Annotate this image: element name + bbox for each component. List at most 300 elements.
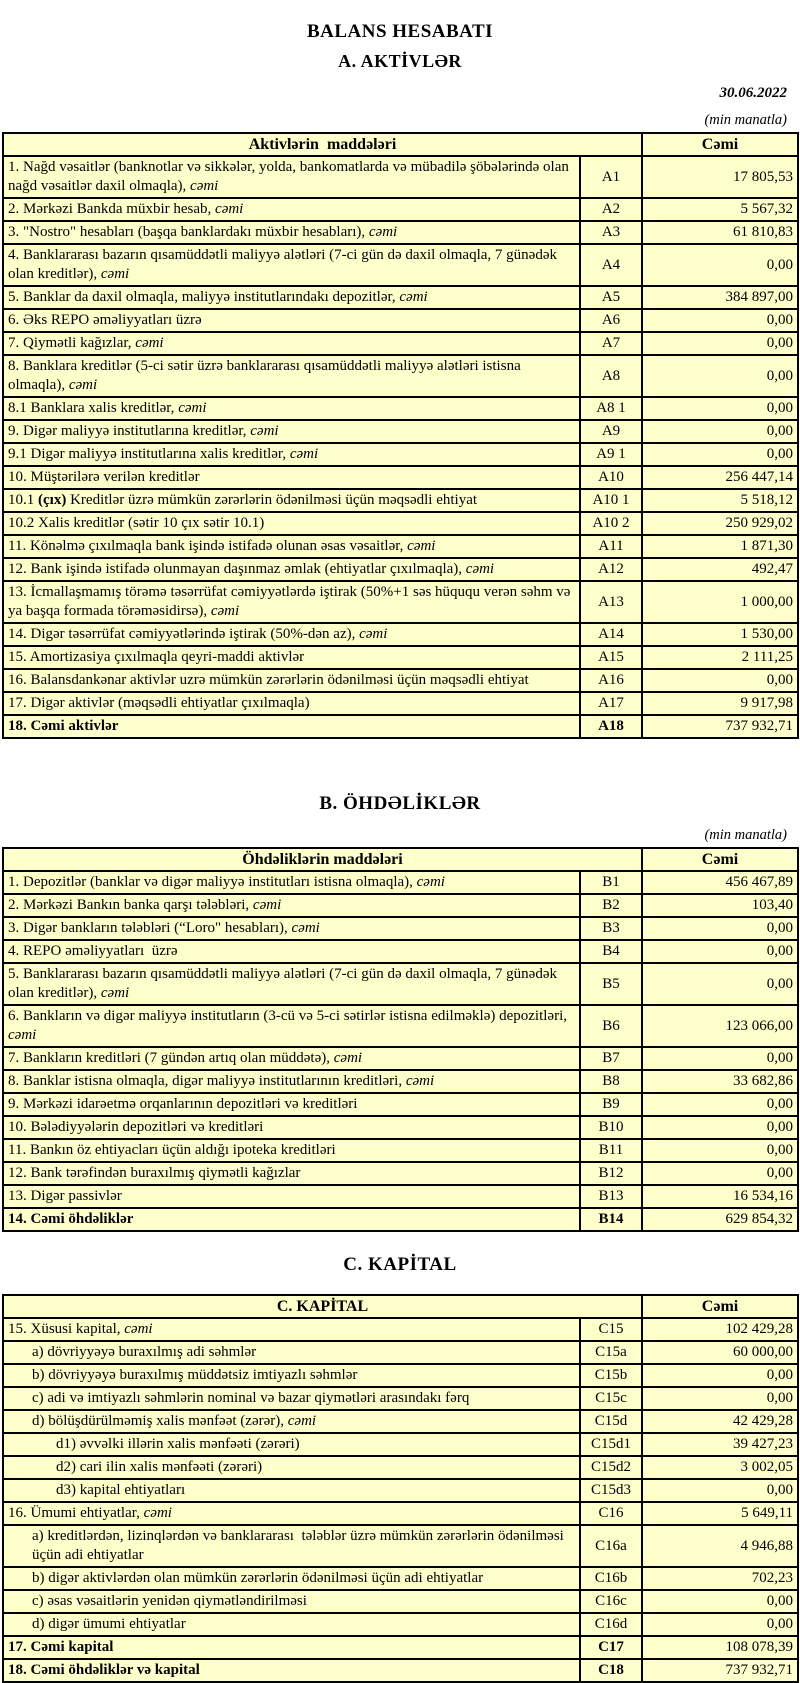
capital-row-value: 108 078,39 <box>642 1636 798 1659</box>
asset-row-value: 0,00 <box>642 244 798 286</box>
capital-row-value: 3 002,05 <box>642 1456 798 1479</box>
capital-row-label <box>3 1433 580 1456</box>
asset-row-label <box>3 309 580 332</box>
asset-row-value: 0,00 <box>642 669 798 692</box>
label-segment: Kreditlər üzrə mümkün zərərlərin ödənilməsi üçün məqsədli ehtiyat <box>66 492 478 508</box>
section-b-title: B. ÖHDƏLİKLƏR <box>319 793 481 814</box>
liability-row-code: B14 <box>580 1208 642 1231</box>
capital-row <box>3 1410 798 1433</box>
asset-row <box>3 512 798 535</box>
label-segment: 5. Banklar da daxil olmaqla, maliyyə institutlarındakı depozitlər, <box>8 289 400 305</box>
asset-row-value: 0,00 <box>642 309 798 332</box>
label-segment: c) əsas vəsaitlərin yenidən qiymətləndirilməsi <box>32 1593 307 1609</box>
asset-row-label <box>3 221 580 244</box>
label-segment: cəmi <box>287 1413 317 1429</box>
asset-row <box>3 646 798 669</box>
capital-total-header: Cəmi <box>642 1295 798 1318</box>
asset-row-value: 9 917,98 <box>642 692 798 715</box>
label-segment: 6. Bankların və digər maliyyə institutların (3-cü və 5-ci sətirlər istisna edilməklə) depozitləri, <box>8 1008 567 1024</box>
asset-row-value: 737 932,71 <box>642 715 798 738</box>
asset-row-label <box>3 443 580 466</box>
label-segment: 16. Balansdankənar aktivlər uzrə mümkün zərərlərin ödənilməsi üçün məqsədli ehtiyat <box>8 672 529 688</box>
capital-row-code: C15d1 <box>580 1433 642 1456</box>
capital-row-label <box>3 1659 580 1682</box>
label-segment: 10.2 Xalis kreditlər (sətir 10 çıx sətir 10.1) <box>8 515 265 531</box>
assets-total-header: Cəmi <box>642 133 798 156</box>
capital-row <box>3 1525 798 1567</box>
capital-row <box>3 1318 798 1341</box>
capital-row-code: C15a <box>580 1341 642 1364</box>
asset-row-label <box>3 355 580 397</box>
liability-row-label <box>3 894 580 917</box>
label-segment: 16. Ümumi ehtiyatlar, <box>8 1505 144 1521</box>
capital-row-code: C17 <box>580 1636 642 1659</box>
asset-row-code: A18 <box>580 715 642 738</box>
liability-row-value: 0,00 <box>642 1116 798 1139</box>
label-segment: 11. Bankın öz ehtiyacları üçün aldığı ipoteka kreditləri <box>8 1142 336 1158</box>
capital-row-label <box>3 1479 580 1502</box>
asset-row-code: A15 <box>580 646 642 669</box>
capital-row-code: C16c <box>580 1590 642 1613</box>
capital-row-label <box>3 1318 580 1341</box>
capital-table <box>2 1294 799 1683</box>
liability-row-code: B6 <box>580 1005 642 1047</box>
label-segment: 15. Xüsusi kapital, <box>8 1321 125 1337</box>
label-segment: a) dövriyyəyə buraxılmış adi səhmlər <box>32 1344 257 1360</box>
capital-row-label <box>3 1341 580 1364</box>
label-segment: cəmi <box>359 626 388 642</box>
liability-row-label <box>3 1139 580 1162</box>
label-segment: cəmi <box>333 1050 363 1066</box>
asset-row-label <box>3 489 580 512</box>
capital-row-code: C18 <box>580 1659 642 1682</box>
asset-row-code: A16 <box>580 669 642 692</box>
label-segment: cəmi <box>252 897 282 913</box>
liability-row-value: 0,00 <box>642 917 798 940</box>
capital-row-code: C16d <box>580 1613 642 1636</box>
asset-row-label <box>3 669 580 692</box>
label-segment: cəmi <box>215 201 244 217</box>
asset-row-code: A9 <box>580 420 642 443</box>
capital-row-value: 737 932,71 <box>642 1659 798 1682</box>
capital-row-label <box>3 1525 580 1567</box>
capital-row-value: 0,00 <box>642 1364 798 1387</box>
liability-row-label <box>3 1162 580 1185</box>
asset-row-code: A12 <box>580 558 642 581</box>
liability-row-code: B4 <box>580 940 642 963</box>
liability-row-value: 0,00 <box>642 1047 798 1070</box>
capital-row <box>3 1341 798 1364</box>
asset-row-value: 2 111,25 <box>642 646 798 669</box>
asset-row-value: 5 518,12 <box>642 489 798 512</box>
liability-row-value: 0,00 <box>642 1139 798 1162</box>
asset-row-code: A7 <box>580 332 642 355</box>
asset-row-label <box>3 198 580 221</box>
label-segment: 5. Banklararası bazarın qısamüddətli maliyyə alətləri (7-ci gün də daxil olmaqla, 7 günədək olan kreditlər), <box>8 966 557 1001</box>
label-segment: cəmi <box>399 289 428 305</box>
capital-row <box>3 1659 798 1682</box>
capital-items-header: C. KAPİTAL <box>3 1295 642 1318</box>
label-segment: b) digər aktivlərdən olan mümkün zərərlərin ödənilməsi üçün adi ehtiyatlar <box>32 1570 484 1586</box>
label-segment: 10.1 <box>8 492 38 508</box>
liability-row <box>3 1139 798 1162</box>
assets-table <box>2 132 799 739</box>
label-segment: cəmi <box>135 335 164 351</box>
capital-row-value: 4 946,88 <box>642 1525 798 1567</box>
asset-row <box>3 198 798 221</box>
capital-row-code: C15 <box>580 1318 642 1341</box>
asset-row <box>3 715 798 738</box>
label-segment: 12. Bank işində istifadə olunmayan daşınmaz əmlak (ehtiyatlar çıxılmaqla), <box>8 561 466 577</box>
liability-row <box>3 917 798 940</box>
asset-row <box>3 355 798 397</box>
capital-row-label <box>3 1410 580 1433</box>
asset-row-value: 5 567,32 <box>642 198 798 221</box>
liability-row-code: B5 <box>580 963 642 1005</box>
liability-row-label <box>3 1005 580 1047</box>
capital-row <box>3 1456 798 1479</box>
capital-table-header-row <box>3 1295 798 1318</box>
liability-row-value: 456 467,89 <box>642 871 798 894</box>
liability-row <box>3 1162 798 1185</box>
asset-row <box>3 244 798 286</box>
label-segment: d) bölüşdürülməmiş xalis mənfəət (zərər), <box>32 1413 288 1429</box>
capital-row-code: C15d3 <box>580 1479 642 1502</box>
asset-row-code: A6 <box>580 309 642 332</box>
label-segment: 10. Müştərilərə verilən kreditlər <box>8 469 200 485</box>
asset-row <box>3 221 798 244</box>
assets-table-body <box>3 156 798 738</box>
asset-row-code: A10 2 <box>580 512 642 535</box>
asset-row-label <box>3 332 580 355</box>
label-segment: 17. Cəmi kapital <box>8 1639 114 1655</box>
capital-row-value: 0,00 <box>642 1590 798 1613</box>
liability-row-label <box>3 963 580 1005</box>
label-segment: 2. Mərkəzi Bankda müxbir hesab, <box>8 201 216 217</box>
asset-row-value: 1 871,30 <box>642 535 798 558</box>
asset-row-code: A2 <box>580 198 642 221</box>
asset-row-code: A17 <box>580 692 642 715</box>
asset-row <box>3 581 798 623</box>
liability-row-label <box>3 1185 580 1208</box>
label-segment: d3) kapital ehtiyatları <box>56 1482 186 1498</box>
asset-row-code: A1 <box>580 156 642 198</box>
label-segment: 14. Cəmi öhdəliklər <box>8 1211 134 1227</box>
label-segment: cəmi <box>100 985 130 1001</box>
liability-row <box>3 1093 798 1116</box>
label-segment: c) adi və imtiyazlı səhmlərin nominal və bazar qiymətləri arasındakı fərq <box>32 1390 470 1406</box>
liability-row <box>3 894 798 917</box>
assets-table-header-row <box>3 133 798 156</box>
asset-row-code: A8 <box>580 355 642 397</box>
asset-row-label <box>3 715 580 738</box>
capital-row-value: 102 429,28 <box>642 1318 798 1341</box>
capital-row <box>3 1590 798 1613</box>
asset-row-value: 1 000,00 <box>642 581 798 623</box>
label-segment: 9.1 Digər maliyyə institutlarına xalis kreditlər, <box>8 446 290 462</box>
label-segment: 18. Cəmi aktivlər <box>8 718 119 734</box>
capital-row <box>3 1636 798 1659</box>
label-segment: d2) cari ilin xalis mənfəəti (zərəri) <box>56 1459 263 1475</box>
liability-row <box>3 940 798 963</box>
label-segment: cəmi <box>250 423 279 439</box>
capital-row-label <box>3 1502 580 1525</box>
capital-row <box>3 1387 798 1410</box>
asset-row <box>3 692 798 715</box>
capital-row-value: 42 429,28 <box>642 1410 798 1433</box>
label-segment: 1. Depozitlər (banklar və digər maliyyə institutları istisna olmaqla), <box>8 874 417 890</box>
label-segment: cəmi <box>368 224 398 240</box>
capital-row-label <box>3 1590 580 1613</box>
report-title: BALANS HESABATI <box>306 21 494 42</box>
asset-row-label <box>3 558 580 581</box>
liability-row-value: 33 682,86 <box>642 1070 798 1093</box>
label-segment: 4. REPO əməliyyatları üzrə <box>8 943 178 959</box>
label-segment: cəmi <box>68 377 98 393</box>
liability-row <box>3 1208 798 1231</box>
label-segment: cəmi <box>289 446 319 462</box>
asset-row-label <box>3 535 580 558</box>
label-segment: cəmi <box>178 400 207 416</box>
liability-row-code: B10 <box>580 1116 642 1139</box>
label-segment: cəmi <box>405 1073 435 1089</box>
label-segment: a) kreditlərdən, lizinqlərdən və banklararası tələblər üzrə mümkün zərərlərin ödənilməsi üçün adi ehtiyatlar <box>32 1528 564 1563</box>
label-segment: 12. Bank tərəfindən buraxılmış qiymətli kağızlar <box>8 1165 301 1181</box>
liability-row <box>3 963 798 1005</box>
label-segment: 14. Digər təsərrüfat cəmiyyətlərində iştirak (50%-dən az), <box>8 626 360 642</box>
asset-row-code: A10 1 <box>580 489 642 512</box>
label-segment: (çıx) <box>38 492 67 508</box>
units-note-b: (min manatla) <box>704 827 787 843</box>
capital-row-value: 0,00 <box>642 1613 798 1636</box>
asset-row-value: 0,00 <box>642 355 798 397</box>
liability-row-code: B11 <box>580 1139 642 1162</box>
asset-row-label <box>3 397 580 420</box>
capital-row <box>3 1479 798 1502</box>
asset-row-code: A13 <box>580 581 642 623</box>
capital-row <box>3 1502 798 1525</box>
asset-row-label <box>3 512 580 535</box>
liability-row-code: B13 <box>580 1185 642 1208</box>
asset-row <box>3 489 798 512</box>
liability-row <box>3 1005 798 1047</box>
label-segment: 8.1 Banklara xalis kreditlər, <box>8 400 179 416</box>
liability-row-code: B12 <box>580 1162 642 1185</box>
liability-row-value: 123 066,00 <box>642 1005 798 1047</box>
capital-row-label <box>3 1636 580 1659</box>
liability-row <box>3 1116 798 1139</box>
label-segment: 8. Banklar istisna olmaqla, digər maliyyə institutlarının kreditləri, <box>8 1073 406 1089</box>
label-segment: 17. Digər aktivlər (məqsədli ehtiyatlar çıxılmaqla) <box>8 695 310 711</box>
capital-row-label <box>3 1364 580 1387</box>
label-segment: 8. Banklara kreditlər (5-ci sətir üzrə banklararası qısamüddətli maliyyə alətləri istisna olmaqla), <box>8 358 521 393</box>
capital-row <box>3 1567 798 1590</box>
asset-row <box>3 420 798 443</box>
liability-row-value: 103,40 <box>642 894 798 917</box>
assets-items-header: Aktivlərin maddələri <box>3 133 642 156</box>
liability-row <box>3 871 798 894</box>
asset-row <box>3 623 798 646</box>
capital-row-value: 5 649,11 <box>642 1502 798 1525</box>
asset-row <box>3 466 798 489</box>
label-segment: 3. "Nostro" hesabları (başqa banklardakı müxbir hesabları), <box>8 224 369 240</box>
label-segment: b) dövriyyəyə buraxılmış müddətsiz imtiyazlı səhmlər <box>32 1367 358 1383</box>
liability-row-label <box>3 1116 580 1139</box>
section-a-title: A. AKTİVLƏR <box>338 51 462 71</box>
units-note-a: (min manatla) <box>704 112 787 128</box>
label-segment: 11. Könəlmə çıxılmaqla bank işində istifadə olunan əsas vəsaitlər, <box>8 538 408 554</box>
label-segment: 9. Digər maliyyə institutlarına kreditlər, <box>8 423 251 439</box>
asset-row <box>3 286 798 309</box>
liability-row <box>3 1185 798 1208</box>
liability-row-label <box>3 871 580 894</box>
capital-row-label <box>3 1613 580 1636</box>
asset-row-value: 492,47 <box>642 558 798 581</box>
label-segment: cəmi <box>100 266 130 282</box>
liability-row-label <box>3 917 580 940</box>
liability-row <box>3 1047 798 1070</box>
report-date: 30.06.2022 <box>719 85 787 101</box>
asset-row <box>3 669 798 692</box>
liabilities-table-body <box>3 871 798 1231</box>
asset-row-value: 0,00 <box>642 397 798 420</box>
asset-row <box>3 535 798 558</box>
capital-row-label <box>3 1387 580 1410</box>
asset-row <box>3 309 798 332</box>
capital-table-body <box>3 1318 798 1682</box>
label-segment: 4. Banklararası bazarın qısamüddətli maliyyə alətləri (7-ci gün də daxil olmaqla, 7 günədək olan kreditlər), <box>8 247 557 282</box>
label-segment: cəmi <box>407 538 436 554</box>
liability-row-value: 0,00 <box>642 940 798 963</box>
asset-row-label <box>3 466 580 489</box>
asset-row-label <box>3 156 580 198</box>
label-segment: cəmi <box>465 561 495 577</box>
asset-row-label <box>3 420 580 443</box>
asset-row-value: 1 530,00 <box>642 623 798 646</box>
liabilities-total-header: Cəmi <box>642 848 798 871</box>
asset-row-value: 61 810,83 <box>642 221 798 244</box>
liability-row-value: 629 854,32 <box>642 1208 798 1231</box>
asset-row <box>3 397 798 420</box>
liability-row-code: B2 <box>580 894 642 917</box>
label-segment: 3. Digər bankların tələbləri (“Loro" hesabları), <box>8 920 292 936</box>
label-segment: 13. İcmallaşmamış törəmə təsərrüfat cəmiyyətlərdə iştirak (50%+1 səs hüququ verən səhm və ya başqa formada törəməsidirsə), <box>8 584 571 619</box>
capital-row-code: C15d2 <box>580 1456 642 1479</box>
label-segment: cəmi <box>210 603 240 619</box>
liability-row-value: 16 534,16 <box>642 1185 798 1208</box>
liabilities-table <box>2 847 799 1232</box>
liability-row-code: B3 <box>580 917 642 940</box>
label-segment: 7. Bankların kreditləri (7 gündən artıq olan müddətə), <box>8 1050 334 1066</box>
asset-row-value: 0,00 <box>642 443 798 466</box>
capital-row-value: 0,00 <box>642 1479 798 1502</box>
label-segment: cəmi <box>124 1321 153 1337</box>
label-segment: d) digər ümumi ehtiyatlar <box>32 1616 186 1632</box>
liability-row-code: B7 <box>580 1047 642 1070</box>
asset-row-code: A10 <box>580 466 642 489</box>
asset-row-label <box>3 286 580 309</box>
asset-row-label <box>3 646 580 669</box>
capital-row <box>3 1433 798 1456</box>
capital-row-code: C15c <box>580 1387 642 1410</box>
liability-row-label <box>3 1047 580 1070</box>
liability-row-code: B1 <box>580 871 642 894</box>
capital-row <box>3 1364 798 1387</box>
capital-row-value: 39 427,23 <box>642 1433 798 1456</box>
label-segment: cəmi <box>291 920 320 936</box>
label-segment: 1. Nağd vəsaitlər (banknotlar və sikkələr, yolda, bankomatlarda və mübadilə şöbələrində olan nağd vəsaitlər daxil olmaqla), <box>8 159 569 194</box>
asset-row <box>3 443 798 466</box>
label-segment: d1) əvvəlki illərin xalis mənfəəti (zərəri) <box>56 1436 300 1452</box>
label-segment: 6. Əks REPO əməliyyatları üzrə <box>8 312 202 328</box>
asset-row-value: 256 447,14 <box>642 466 798 489</box>
label-segment: 9. Mərkəzi idarəetmə orqanlarının depozitləri və kreditləri <box>8 1096 358 1112</box>
asset-row-value: 17 805,53 <box>642 156 798 198</box>
label-segment: 18. Cəmi öhdəliklər və kapital <box>8 1662 200 1678</box>
label-segment: cəmi <box>143 1505 172 1521</box>
label-segment: 10. Bələdiyyələrin depozitləri və kreditləri <box>8 1119 264 1135</box>
asset-row <box>3 558 798 581</box>
asset-row-label <box>3 692 580 715</box>
liability-row-label <box>3 1093 580 1116</box>
liability-row-code: B8 <box>580 1070 642 1093</box>
capital-row-value: 0,00 <box>642 1387 798 1410</box>
capital-row-label <box>3 1567 580 1590</box>
label-segment: 13. Digər passivlər <box>8 1188 122 1204</box>
capital-row <box>3 1613 798 1636</box>
capital-row-label <box>3 1456 580 1479</box>
liabilities-items-header: Öhdəliklərin maddələri <box>3 848 642 871</box>
label-segment: 7. Qiymətli kağızlar, <box>8 335 136 351</box>
capital-row-value: 702,23 <box>642 1567 798 1590</box>
capital-row-value: 60 000,00 <box>642 1341 798 1364</box>
liability-row-value: 0,00 <box>642 1093 798 1116</box>
asset-row-value: 0,00 <box>642 332 798 355</box>
liability-row-value: 0,00 <box>642 963 798 1005</box>
asset-row-code: A4 <box>580 244 642 286</box>
asset-row-code: A5 <box>580 286 642 309</box>
capital-row-code: C16 <box>580 1502 642 1525</box>
capital-row-code: C16b <box>580 1567 642 1590</box>
asset-row-code: A9 1 <box>580 443 642 466</box>
section-c-title: C. KAPİTAL <box>343 1254 457 1275</box>
liability-row-code: B9 <box>580 1093 642 1116</box>
asset-row <box>3 156 798 198</box>
liability-row-label <box>3 1208 580 1231</box>
asset-row-label <box>3 623 580 646</box>
asset-row-code: A3 <box>580 221 642 244</box>
capital-row-code: C15d <box>580 1410 642 1433</box>
asset-row <box>3 332 798 355</box>
asset-row-value: 384 897,00 <box>642 286 798 309</box>
liability-row-label <box>3 1070 580 1093</box>
asset-row-value: 0,00 <box>642 420 798 443</box>
label-segment: 15. Amortizasiya çıxılmaqla qeyri-maddi aktivlər <box>8 649 305 665</box>
label-segment: 2. Mərkəzi Bankın banka qarşı tələbləri, <box>8 897 253 913</box>
label-segment: cəmi <box>8 1027 37 1043</box>
capital-row-code: C15b <box>580 1364 642 1387</box>
asset-row-label <box>3 581 580 623</box>
label-segment: cəmi <box>416 874 445 890</box>
liability-row-label <box>3 940 580 963</box>
capital-row-code: C16a <box>580 1525 642 1567</box>
asset-row-code: A11 <box>580 535 642 558</box>
asset-row-code: A8 1 <box>580 397 642 420</box>
asset-row-code: A14 <box>580 623 642 646</box>
asset-row-label <box>3 244 580 286</box>
liability-row-value: 0,00 <box>642 1162 798 1185</box>
asset-row-value: 250 929,02 <box>642 512 798 535</box>
